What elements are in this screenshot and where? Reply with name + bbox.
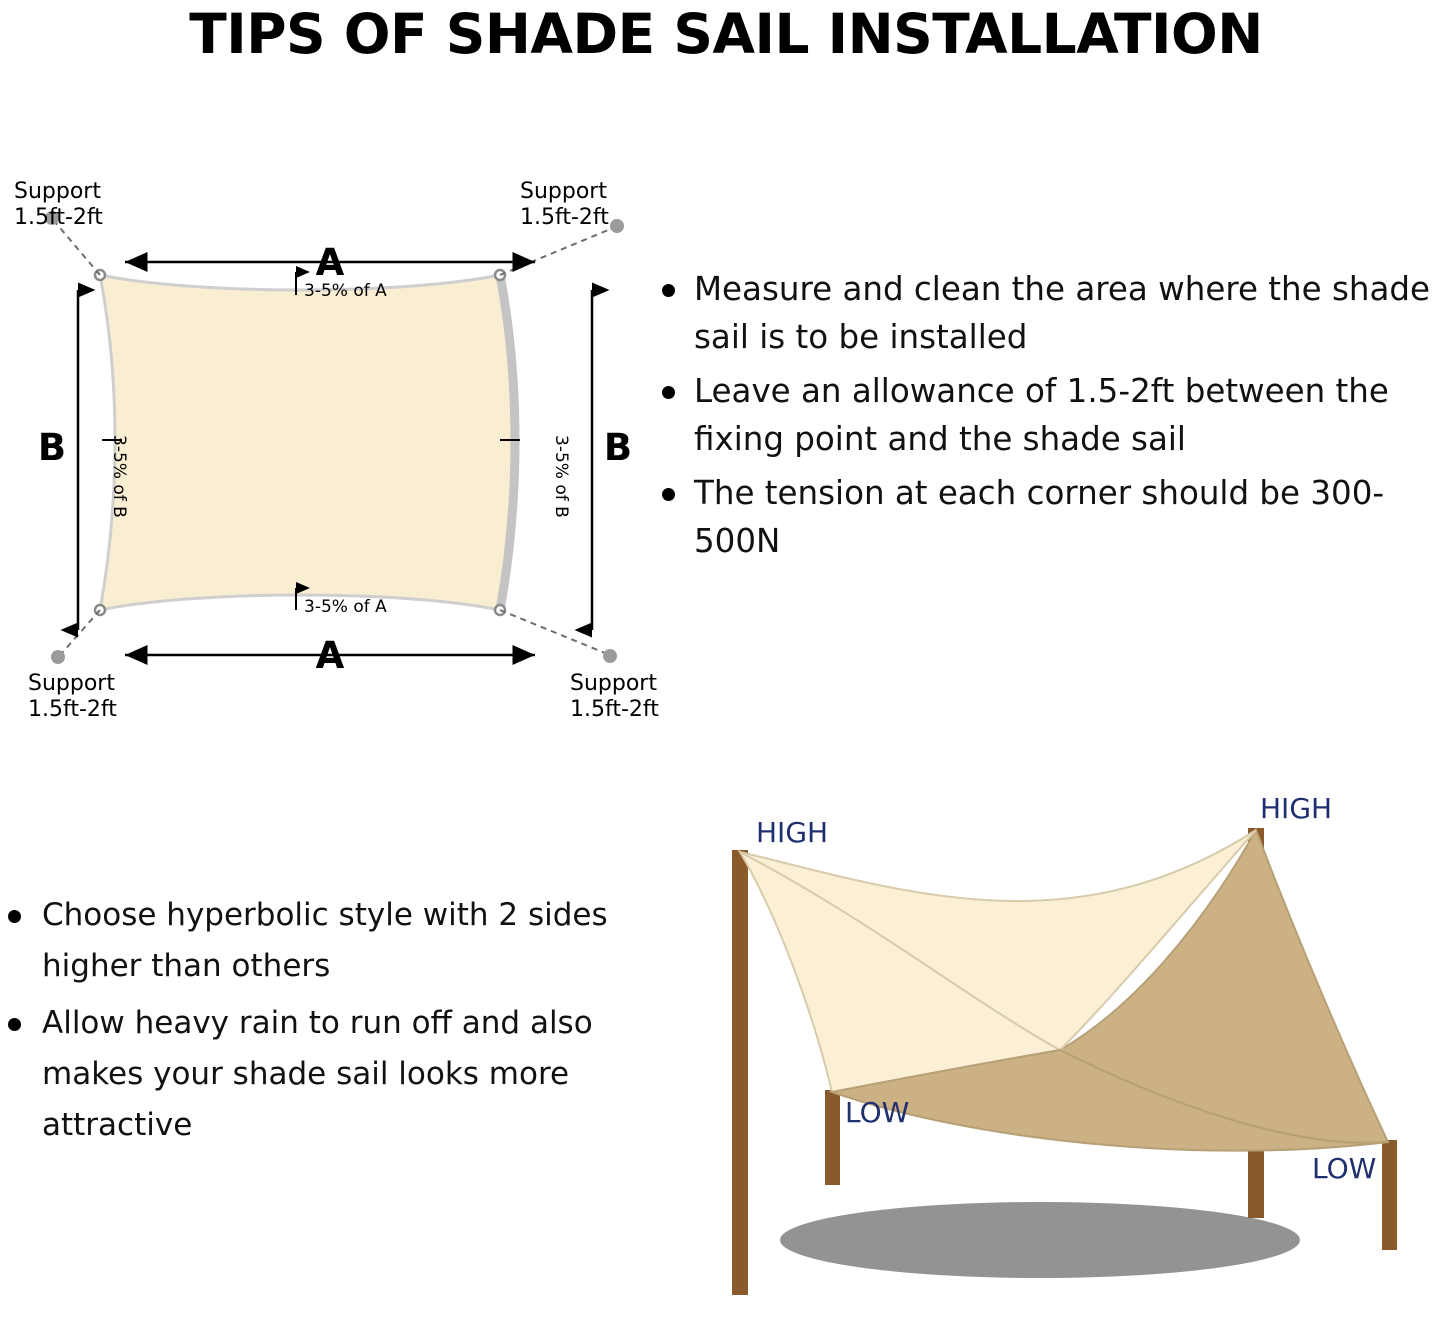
support-label-bottom-left-line1: Support: [28, 671, 115, 696]
post-back-left: [732, 850, 748, 1295]
support-dot-bottom-right: [603, 649, 617, 663]
label-high-right: HIGH: [1260, 792, 1333, 825]
list-item: Choose hyperbolic style with 2 sides higher than others: [0, 890, 620, 992]
installation-tips-list-bottom: [0, 890, 620, 1157]
installation-tips-list-top: [650, 265, 1450, 571]
support-label-top-left-line2: 1.5ft-2ft: [14, 205, 103, 230]
label-side-a-top: A: [315, 241, 345, 284]
label-curve-bottom: 3-5% of A: [304, 597, 387, 617]
list-item: Measure and clean the area where the shade sail is to be installed: [650, 265, 1450, 361]
support-line-bottom-right: [500, 610, 605, 653]
support-label-bottom-right-line2: 1.5ft-2ft: [570, 697, 659, 722]
ground-shadow: [780, 1202, 1300, 1278]
support-line-top-right: [500, 228, 613, 275]
support-label-top-right-line1: Support: [520, 179, 607, 204]
list-item: The tension at each corner should be 300-500N: [650, 469, 1450, 565]
post-front-left: [825, 1090, 840, 1185]
label-high-left: HIGH: [756, 816, 829, 849]
label-curve-right: 3-5% of B: [551, 435, 571, 518]
list-item: Allow heavy rain to run off and also makes your shade sail looks more attractive: [0, 998, 620, 1151]
hyperbolic-sail-diagram: [640, 770, 1452, 1325]
post-front-right: [1382, 1140, 1397, 1250]
label-side-b-right: B: [603, 426, 633, 469]
label-low-left: LOW: [845, 1096, 910, 1129]
support-label-bottom-left-line2: 1.5ft-2ft: [28, 697, 117, 722]
support-dot-bottom-left: [51, 650, 65, 664]
support-dot-top-right: [610, 219, 624, 233]
label-low-right: LOW: [1312, 1152, 1377, 1185]
support-line-bottom-left: [62, 610, 100, 653]
sail-shape: [100, 275, 515, 610]
label-curve-top: 3-5% of A: [304, 281, 387, 301]
support-label-top-right-line2: 1.5ft-2ft: [520, 205, 609, 230]
label-side-b-left: B: [37, 426, 67, 469]
support-label-bottom-right-line1: Support: [570, 671, 657, 696]
label-side-a-bottom: A: [315, 634, 345, 677]
support-label-top-left-line1: Support: [14, 179, 101, 204]
rectangular-sail-diagram: [0, 150, 660, 750]
page-title: TIPS OF SHADE SAIL INSTALLATION: [189, 2, 1263, 66]
label-curve-left: 3-5% of B: [109, 435, 129, 518]
list-item: Leave an allowance of 1.5-2ft between the fixing point and the shade sail: [650, 367, 1450, 463]
